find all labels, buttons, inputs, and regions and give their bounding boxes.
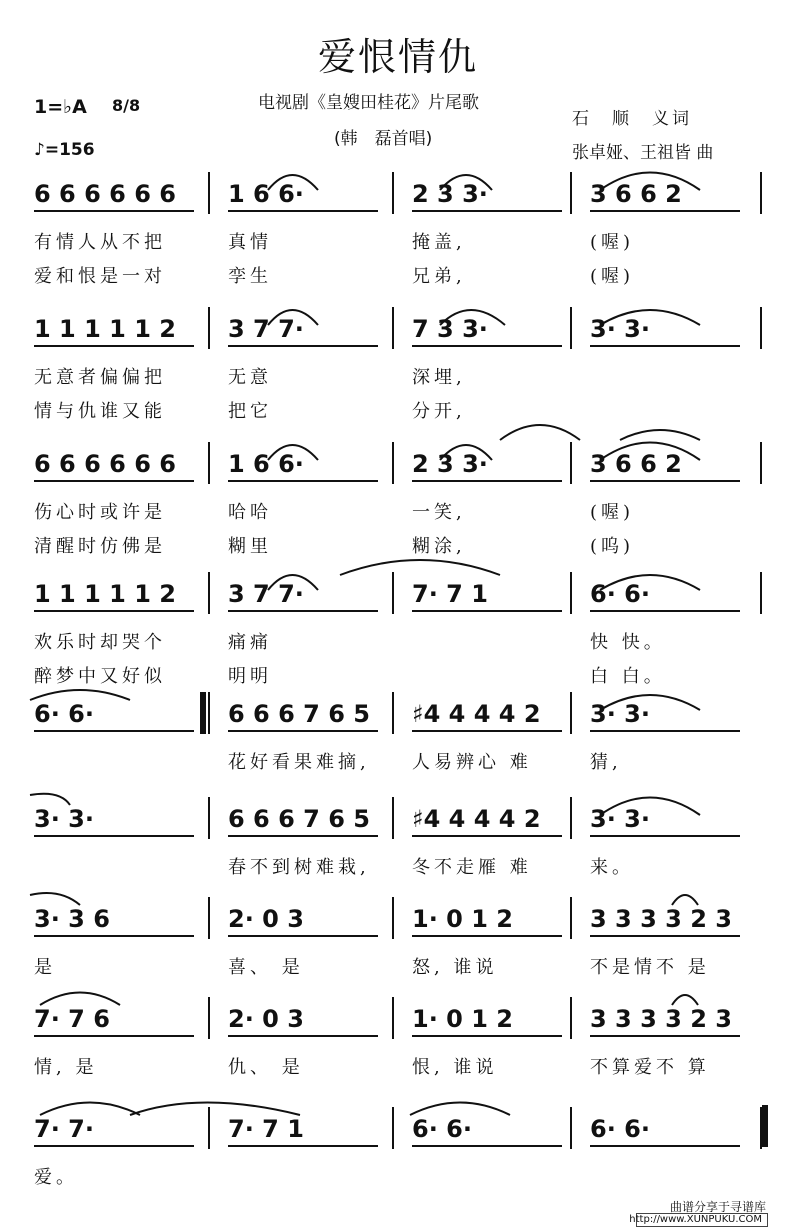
tempo-marking: ♪=156 [34, 140, 95, 160]
composer-credit: 张卓娅、王祖皆 曲 [572, 143, 714, 163]
lyric-line-1: 是 [34, 957, 56, 978]
lyric-line-1: 花好看果难摘, [228, 752, 370, 773]
note-group: 7· 7 1 [412, 580, 488, 608]
note-group: 1· 0 1 2 [412, 1005, 513, 1033]
slur [340, 560, 500, 575]
barline [392, 307, 394, 349]
lyric-line-1: (喔) [590, 232, 635, 253]
subtitle: 电视剧《皇嫂田桂花》片尾歌 [258, 93, 479, 113]
beam-underline [412, 480, 562, 482]
barline [570, 897, 572, 939]
lyric-line-2: 醉梦中又好似 [34, 666, 166, 687]
beam-underline [34, 730, 194, 732]
lyric-line-1: 恨, 谁说 [412, 1057, 498, 1078]
barline [208, 572, 210, 614]
barline [392, 897, 394, 939]
beam-underline [228, 1035, 378, 1037]
note-group: 6· 6· [412, 1115, 472, 1143]
lyricist-credit: 石 顺 义词 [572, 109, 692, 129]
lyric-line-1: 有情人从不把 [34, 232, 166, 253]
slur [40, 993, 120, 1006]
lyric-line-1: 痛痛 [228, 632, 272, 653]
note-group: 3· 3 6 [34, 905, 110, 933]
beam-underline [228, 835, 378, 837]
barline [570, 442, 572, 484]
barline [570, 997, 572, 1039]
lyric-line-2: 分开, [412, 401, 466, 422]
slur [672, 995, 698, 1005]
lyric-line-1: (喔) [590, 502, 635, 523]
note-group: 3 7 7· [228, 580, 304, 608]
note-group: 3· 3· [590, 805, 650, 833]
note-group: 2 3 3· [412, 450, 488, 478]
key-signature: 1=♭A [34, 96, 87, 118]
barline [570, 172, 572, 214]
note-group: 3· 3· [590, 700, 650, 728]
repeat-start-thick [200, 692, 206, 734]
lyric-line-1: 伤心时或许是 [34, 502, 166, 523]
lyric-line-1: 情, 是 [34, 1057, 98, 1078]
note-group: 2· 0 3 [228, 905, 304, 933]
barline [208, 442, 210, 484]
lyric-line-2: 爱和恨是一对 [34, 266, 166, 287]
lyric-line-2: 孪生 [228, 266, 272, 287]
barline [208, 997, 210, 1039]
beam-underline [412, 610, 562, 612]
lyric-line-1: 冬不走雁 难 [412, 857, 532, 878]
barline [392, 572, 394, 614]
beam-underline [228, 935, 378, 937]
lyric-line-1: 喜、 是 [228, 957, 304, 978]
note-group: 3 6 6 2 [590, 180, 682, 208]
beam-underline [34, 210, 194, 212]
slur [620, 430, 700, 440]
beam-underline [34, 835, 194, 837]
lyric-line-1: 怒, 谁说 [412, 957, 498, 978]
barline [392, 797, 394, 839]
lyric-line-2: 白 白。 [590, 666, 666, 687]
time-signature: 8/8 [112, 96, 141, 115]
barline [208, 897, 210, 939]
barline [208, 692, 210, 734]
lyric-line-1: 真情 [228, 232, 272, 253]
beam-underline [412, 1035, 562, 1037]
barline [392, 692, 394, 734]
note-group: 6 6 6 6 6 6 [34, 180, 176, 208]
note-group: 3 7 7· [228, 315, 304, 343]
barline [760, 572, 762, 614]
note-group: 3 3 3 3 2 3 [590, 1005, 732, 1033]
lyric-line-1: 不算爱不 算 [590, 1057, 710, 1078]
beam-underline [34, 345, 194, 347]
beam-underline [228, 480, 378, 482]
lyric-line-1: 人易辨心 难 [412, 752, 532, 773]
lyric-line-2: 糊涂, [412, 536, 466, 557]
lyric-line-1: 来。 [590, 857, 634, 878]
barline [392, 172, 394, 214]
slur [410, 1103, 510, 1116]
slur [30, 794, 70, 805]
beam-underline [590, 1145, 740, 1147]
lyric-line-2: 明明 [228, 666, 272, 687]
note-group: 1 6 6· [228, 180, 304, 208]
barline [570, 307, 572, 349]
note-group: ♯4 4 4 4 2 [412, 805, 541, 833]
note-group: 1 6 6· [228, 450, 304, 478]
lyric-line-1: 春不到树难栽, [228, 857, 370, 878]
beam-underline [590, 1035, 740, 1037]
lyric-line-1: 哈哈 [228, 502, 272, 523]
note-group: 6 6 6 7 6 5 [228, 700, 370, 728]
note-group: 6· 6· [34, 700, 94, 728]
beam-underline [412, 935, 562, 937]
singer: (韩 磊首唱) [334, 129, 433, 149]
lyric-line-1: 无意 [228, 367, 272, 388]
repeat-end-thick [762, 1105, 768, 1147]
barline [392, 442, 394, 484]
note-group: 7· 7 1 [228, 1115, 304, 1143]
beam-underline [34, 1145, 194, 1147]
slur [40, 1103, 140, 1116]
beam-underline [590, 210, 740, 212]
lyric-line-1: 无意者偏偏把 [34, 367, 166, 388]
note-group: 6· 6· [590, 1115, 650, 1143]
lyric-line-1: 仇、 是 [228, 1057, 304, 1078]
barline [208, 172, 210, 214]
lyric-line-2: 清醒时仿佛是 [34, 536, 166, 557]
beam-underline [412, 210, 562, 212]
beam-underline [228, 1145, 378, 1147]
note-group: 2· 0 3 [228, 1005, 304, 1033]
lyric-line-2: 情与仇谁又能 [34, 401, 166, 422]
beam-underline [412, 730, 562, 732]
barline [760, 307, 762, 349]
note-group: 6· 6· [590, 580, 650, 608]
slur [30, 893, 80, 905]
beam-underline [228, 730, 378, 732]
barline [760, 442, 762, 484]
note-group: 1 1 1 1 1 2 [34, 580, 176, 608]
lyric-line-2: (喔) [590, 266, 635, 287]
lyric-line-1: 掩盖, [412, 232, 466, 253]
slur [30, 690, 130, 700]
footer-text: 曲谱分享于寻谱库 [669, 1200, 766, 1214]
slur [672, 895, 698, 905]
barline [570, 797, 572, 839]
barline [208, 1107, 210, 1149]
note-group: 3 6 6 2 [590, 450, 682, 478]
song-title: 爱恨情仇 [317, 35, 478, 79]
beam-underline [590, 835, 740, 837]
beam-underline [228, 345, 378, 347]
barline [208, 307, 210, 349]
barline [392, 997, 394, 1039]
beam-underline [590, 480, 740, 482]
lyric-line-2: 兄弟, [412, 266, 466, 287]
note-group: 2 3 3· [412, 180, 488, 208]
lyric-line-2: 糊里 [228, 536, 272, 557]
footer-url: http://www.XUNPUKU.COM [629, 1214, 762, 1225]
beam-underline [590, 935, 740, 937]
beam-underline [590, 730, 740, 732]
note-group: ♯4 4 4 4 2 [412, 700, 541, 728]
beam-underline [34, 935, 194, 937]
lyric-line-1: 深埋, [412, 367, 466, 388]
lyric-line-2: 把它 [228, 401, 272, 422]
lyric-line-2: (呜) [590, 536, 635, 557]
lyric-line-1: 一笑, [412, 502, 466, 523]
lyric-line-1: 猜, [590, 752, 622, 773]
note-group: 1· 0 1 2 [412, 905, 513, 933]
lyric-line-1: 欢乐时却哭个 [34, 632, 166, 653]
slur [130, 1103, 300, 1116]
note-group: 3· 3· [590, 315, 650, 343]
beam-underline [228, 610, 378, 612]
note-group: 7 3 3· [412, 315, 488, 343]
lyric-line-1: 爱。 [34, 1167, 78, 1188]
lyric-line-1: 不是情不 是 [590, 957, 710, 978]
beam-underline [590, 345, 740, 347]
note-group: 3· 3· [34, 805, 94, 833]
lyric-line-1: 快 快。 [590, 632, 666, 653]
barline [570, 572, 572, 614]
barline [208, 797, 210, 839]
beam-underline [34, 1035, 194, 1037]
note-group: 3 3 3 3 2 3 [590, 905, 732, 933]
note-group: 7· 7· [34, 1115, 94, 1143]
slur [500, 425, 580, 440]
note-group: 7· 7 6 [34, 1005, 110, 1033]
beam-underline [228, 210, 378, 212]
barline [760, 172, 762, 214]
beam-underline [34, 610, 194, 612]
beam-underline [412, 1145, 562, 1147]
beam-underline [34, 480, 194, 482]
note-group: 6 6 6 7 6 5 [228, 805, 370, 833]
note-group: 6 6 6 6 6 6 [34, 450, 176, 478]
beam-underline [412, 835, 562, 837]
beam-underline [412, 345, 562, 347]
barline [570, 692, 572, 734]
barline [570, 1107, 572, 1149]
beam-underline [590, 610, 740, 612]
barline [392, 1107, 394, 1149]
note-group: 1 1 1 1 1 2 [34, 315, 176, 343]
